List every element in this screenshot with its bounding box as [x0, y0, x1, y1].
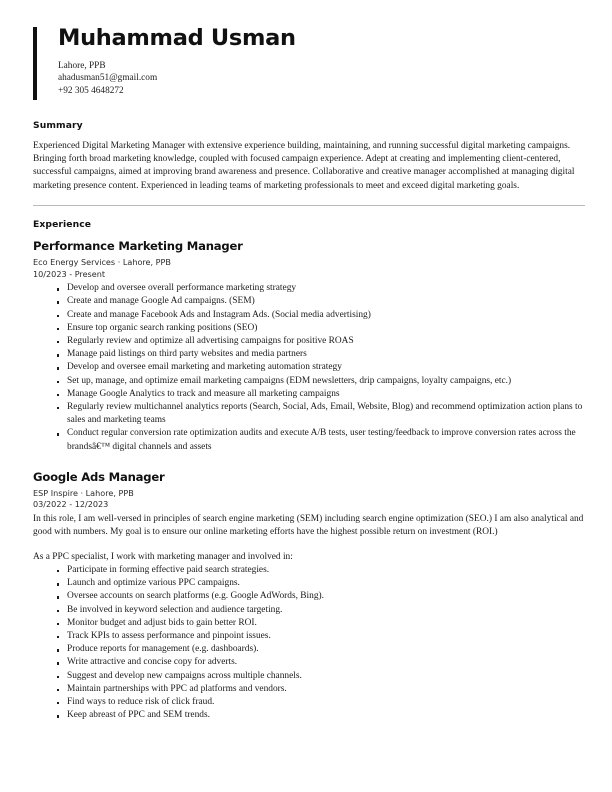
- bullet-item: Oversee accounts on search platforms (e.g. Google AdWords, Bing).: [57, 590, 585, 603]
- summary-section: [33, 120, 585, 194]
- bullet-item: Ensure top organic search ranking positions (SEO): [57, 322, 585, 335]
- bullet-item: Participate in forming effective paid search strategies.: [57, 564, 585, 577]
- bullet-item: Monitor budget and adjust bids to gain better ROI.: [57, 617, 585, 630]
- contact-email: ahadusman51@gmail.com: [58, 73, 158, 84]
- job-dates: 03/2022 - 12/2023: [33, 499, 109, 510]
- bullet-item: Develop and oversee overall performance marketing strategy: [57, 282, 585, 295]
- bullet-item: Find ways to reduce risk of click fraud.: [57, 696, 585, 709]
- experience-entry: [33, 239, 585, 454]
- candidate-name: Muhammad Usman: [58, 25, 296, 51]
- job-bullet-list: [33, 564, 585, 722]
- summary-heading: Summary: [33, 119, 83, 131]
- bullet-item: Create and manage Facebook Ads and Instagram Ads. (Social media advertising): [57, 309, 585, 322]
- bullet-item: Suggest and develop new campaigns across multiple channels.: [57, 670, 585, 683]
- job-company-location: ESP Inspire · Lahore, PPB: [33, 487, 134, 498]
- job-company-location: Eco Energy Services · Lahore, PPB: [33, 257, 171, 268]
- resume-content: [33, 0, 585, 722]
- header-spacer: [33, 104, 585, 120]
- bullet-item: Regularly review multichannel analytics reports (Search, Social, Ads, Email, Website, Blog) and recommend optimization action plans to sales and marketing teams: [57, 401, 585, 427]
- experience-entry: [33, 470, 585, 723]
- job-bullet-intro: As a PPC specialist, I work with marketing manager and involved in:: [33, 551, 293, 562]
- bullet-item: Write attractive and concise copy for adverts.: [57, 656, 585, 669]
- bullet-item: Conduct regular conversion rate optimization audits and execute A/B tests, user testing/feedback to improve conversion rates across the brandsâ€™ digital channels and assets: [57, 427, 585, 453]
- job-bullet-list: [33, 282, 585, 454]
- bullet-item: Create and manage Google Ad campaigns. (SEM): [57, 295, 585, 308]
- bullet-item: Track KPIs to assess performance and pinpoint issues.: [57, 630, 585, 643]
- bullet-item: Manage paid listings on third party websites and media partners: [57, 348, 585, 361]
- job-description: In this role, I am well-versed in principles of search engine marketing (SEM) including search engine optimization (SEO.) I am also analytical and good with numbers. My goal is to ensure our online marketing efforts have the highest possible return on investment (ROI.): [33, 513, 584, 538]
- experience-heading: Experience: [33, 219, 92, 231]
- bullet-item: Manage Google Analytics to track and measure all marketing campaigns: [57, 388, 585, 401]
- section-divider: [33, 205, 585, 206]
- bullet-item: Set up, manage, and optimize email marketing campaigns (EDM newsletters, drip campaigns, loyalty campaigns, etc.): [57, 375, 585, 388]
- resume-header: [33, 0, 585, 104]
- contact-phone: +92 305 4648272: [58, 85, 124, 96]
- experience-section: [33, 219, 585, 722]
- bullet-item: Be involved in keyword selection and audience targeting.: [57, 604, 585, 617]
- bullet-item: Keep abreast of PPC and SEM trends.: [57, 709, 585, 722]
- contact-location: Lahore, PPB: [58, 60, 106, 71]
- job-dates: 10/2023 - Present: [33, 268, 106, 279]
- header-accent-bar: [33, 27, 37, 100]
- bullet-item: Produce reports for management (e.g. dashboards).: [57, 643, 585, 656]
- job-title: Performance Marketing Manager: [33, 239, 243, 254]
- bullet-item: Maintain partnerships with PPC ad platforms and vendors.: [57, 683, 585, 696]
- bullet-item: Launch and optimize various PPC campaigns.: [57, 577, 585, 590]
- summary-text: Experienced Digital Marketing Manager with extensive experience building, maintaining, and running successful digital marketing campaigns. Bringing forth broad marketing knowledge, coupled with focused campaign experience. Adept at creating and implementing client-centered, successful campaigns, aimed at improving brand awareness and presence. Collaborative and creative manager accomplished at managing digital marketing presence content. Experienced in leading teams of marketing professionals to meet and exceed digital marketing goals.: [33, 140, 575, 191]
- job-title: Google Ads Manager: [33, 469, 165, 484]
- bullet-item: Develop and oversee email marketing and marketing automation strategy: [57, 361, 585, 374]
- bullet-item: Regularly review and optimize all advertising campaigns for positive ROAS: [57, 335, 585, 348]
